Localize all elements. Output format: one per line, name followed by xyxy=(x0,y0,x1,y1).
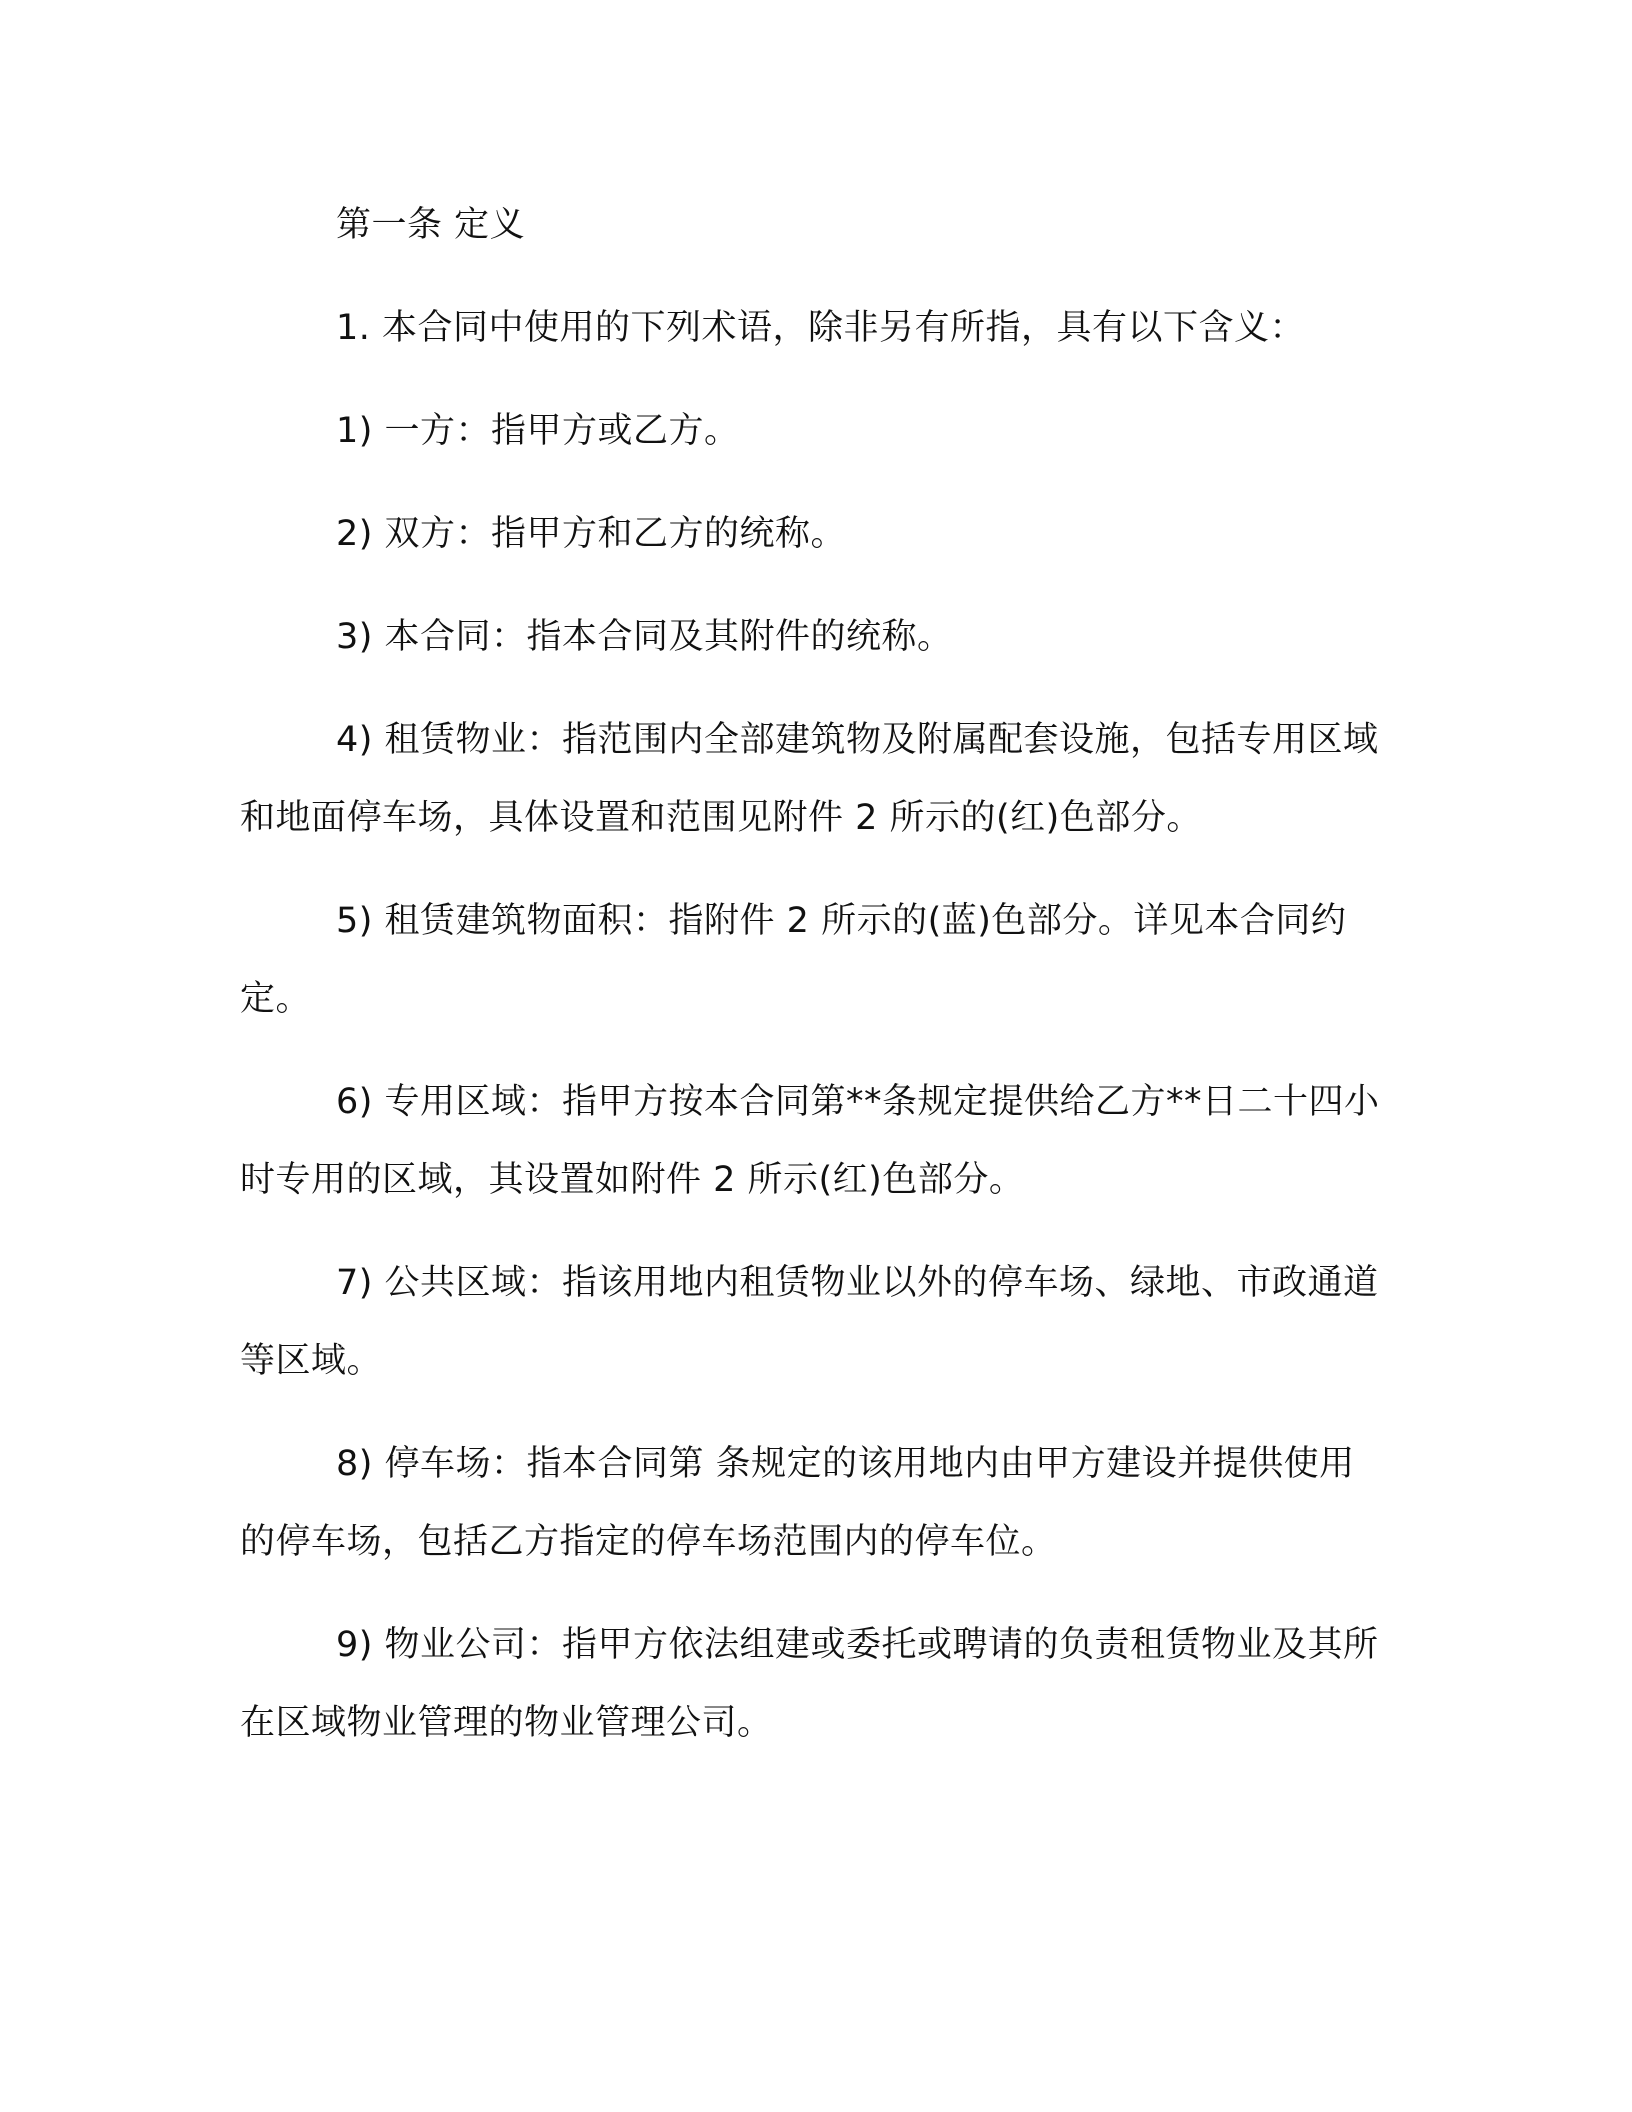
paragraph-item-7: 7) 公共区域：指该用地内租赁物业以外的停车场、绿地、市政通道等区域。 xyxy=(240,1263,1379,1381)
paragraph-item-1: 1) 一方：指甲方或乙方。 xyxy=(336,411,740,451)
paragraph-intro: 1. 本合同中使用的下列术语，除非另有所指，具有以下含义： xyxy=(336,308,1306,348)
paragraph-item-6: 6) 专用区域：指甲方按本合同第**条规定提供给乙方**日二十四小时专用的区域，其设置如附件 2 所示(红)色部分。 xyxy=(240,1082,1380,1200)
section-heading: 第一条 定义 xyxy=(336,205,526,245)
paragraph-item-3: 3) 本合同：指本合同及其附件的统称。 xyxy=(336,617,953,657)
paragraph-item-5: 5) 租赁建筑物面积：指附件 2 所示的(蓝)色部分。详见本合同约定。 xyxy=(240,901,1347,1019)
paragraph-item-8: 8) 停车场：指本合同第 条规定的该用地内由甲方建设并提供使用的停车场，包括乙方指定的停车场范围内的停车位。 xyxy=(240,1444,1355,1562)
document-body xyxy=(240,186,1380,1787)
paragraph-item-9: 9) 物业公司：指甲方依法组建或委托或聘请的负责租赁物业及其所在区域物业管理的物业管理公司。 xyxy=(240,1625,1379,1743)
paragraph-item-4: 4) 租赁物业：指范围内全部建筑物及附属配套设施，包括专用区域和地面停车场，具体设置和范围见附件 2 所示的(红)色部分。 xyxy=(240,720,1379,838)
paragraph-item-2: 2) 双方：指甲方和乙方的统称。 xyxy=(336,514,847,554)
